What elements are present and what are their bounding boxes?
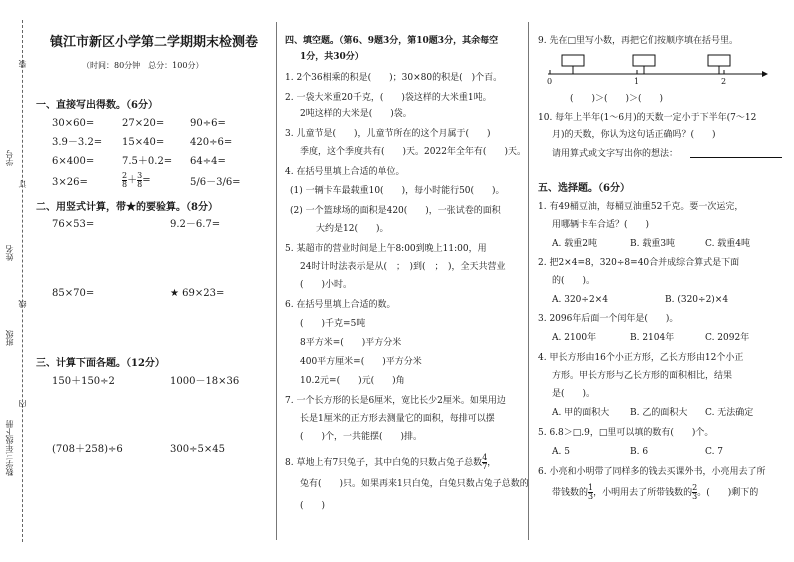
section-4-title-cont: 1分，共30分） (300, 52, 364, 62)
margin-label-class: 班级 (5, 330, 14, 346)
choice-q5-opt-b: B. 6 (630, 447, 649, 457)
fill-q4-1: (1) 一辆卡车最载重10( )，每小时能行50( )。 (290, 186, 505, 196)
choice-q5-opt-a: A. 5 (552, 447, 570, 457)
fill-q2: 2. 一袋大米重20千克，( )袋这样的大米重1吨。 (285, 93, 492, 103)
fill-q6-d: 10.2元=( )元( )角 (300, 376, 405, 386)
fill-q3: 3. 儿童节是( )，儿童节所在的这个月属于( ) (285, 129, 491, 139)
fill-q10-cont: 月)的天数，你认为这句话正确吗？( ) (552, 130, 716, 140)
section-2-title: 二、用竖式计算，带★的要验算。（8分） (36, 202, 218, 213)
choice-q4-opt-a: A. 甲的面积大 (552, 408, 610, 418)
choice-q2-opt-a: A. 320÷2×4 (552, 295, 608, 305)
s1-item: 27×20= (122, 118, 165, 129)
choice-q6-cont: 带钱数的 $\frac{1}{3}$ ，小明用去了所带钱数的 $\frac{2}{3}$ 。( )剩下的 (552, 483, 759, 501)
choice-q3-opt-b: B. 2104年 (630, 333, 675, 343)
fill-q8-blank: ( ) (300, 501, 326, 511)
fill-q10: 10. 每年上半年(1～6月)的天数一定小于下半年(7～12 (538, 113, 757, 123)
section-4-title: 四、填空题。（第6、9题3分，第10题3分，其余每空 (285, 36, 499, 46)
fill-q6-a: ( )千克=5吨 (300, 319, 366, 329)
choice-q4-cont2: 是( )。 (552, 389, 596, 399)
s1-item: 64÷4= (190, 156, 226, 167)
fill-q5: 5. 某超市的营业时间是上午8:00到晚上11:00，用 (285, 244, 487, 254)
fill-q8-cont: 兔有( )只。如果再来1只白兔，白兔只数占兔子总数的 (300, 479, 529, 489)
s1-item: 90÷6= (190, 118, 226, 129)
s1-item: 6×400= (52, 156, 95, 167)
fill-q9-order: ( )＞( )＞( ) (570, 94, 664, 104)
fill-q3-cont: 季度，这个季度共有( )天。2022年全年有( )天。 (300, 147, 526, 157)
margin-seal-char: 线 (18, 300, 27, 308)
choice-q2: 2. 把2×4=8，320÷8=40合并成综合算式是下面 (538, 258, 740, 268)
choice-q5: 5. 6.8＞□.9，□里可以填的数有( )个。 (538, 428, 714, 438)
s1-item: 420÷6= (190, 137, 233, 148)
fill-q7-cont2: ( )个，一共能摆( )排。 (300, 432, 423, 442)
s1-item: 15×40= (122, 137, 165, 148)
s1-item: 5/6－3/6= (190, 177, 241, 188)
section-5-title: 五、选择题。（6分） (538, 183, 630, 194)
s1-item: 7.5＋0.2= (122, 156, 173, 167)
s3-item: (708＋258)÷6 (52, 444, 123, 455)
section-1-title: 一、直接写出得数。（6分） (36, 100, 158, 111)
margin-label-student-id: 学号 (5, 150, 14, 166)
fill-q7: 7. 一个长方形的长是6厘米，宽比长少2厘米。如果用边 (285, 396, 506, 406)
choice-q4-opt-b: B. 乙的面积大 (630, 408, 688, 418)
margin-seal-char: 内 (18, 400, 27, 408)
s2-item: ★ 69×23= (170, 288, 225, 299)
fill-q6-c: 400平方厘米=( )平方分米 (300, 357, 422, 367)
choice-q6: 6. 小亮和小明带了同样多的钱去买课外书，小亮用去了所 (538, 467, 766, 477)
answer-line (690, 157, 782, 158)
s3-item: 1000－18×36 (170, 376, 240, 387)
choice-q1-opt-c: C. 载重4吨 (705, 239, 751, 249)
fill-q4: 4. 在括号里填上合适的单位。 (285, 167, 405, 177)
margin-seal-char: 装 (18, 60, 27, 68)
fill-q5-cont: 24时计时法表示是从( ； )到( ； )，全天共营业 (300, 262, 506, 272)
exam-title: 镇江市新区小学第二学期期末检测卷 (50, 35, 259, 50)
s2-item: 9.2－6.7= (170, 219, 221, 230)
margin-label-subject: 数学三年级下册 (5, 420, 14, 476)
s2-item: 85×70= (52, 288, 95, 299)
choice-q1: 1. 有49桶豆油，每桶豆油重52千克。要一次运完， (538, 202, 744, 212)
column-divider (528, 22, 529, 540)
s1-item: 3.9－3.2= (52, 137, 103, 148)
choice-q1-opt-a: A. 载重2吨 (552, 239, 597, 249)
choice-q3-opt-c: C. 2092年 (705, 333, 750, 343)
number-line-tick-0: 0 (547, 77, 553, 86)
binding-dashed-line (22, 20, 23, 542)
exam-subtitle: （时间：80分钟 总分：100分） (82, 61, 204, 70)
s2-item: 76×53= (52, 219, 95, 230)
fill-q1: 1. 2个36相乘的积是( )；30×80的积是( )个百。 (285, 73, 503, 83)
s1-item: 30×60= (52, 118, 95, 129)
fill-q2-cont: 2吨这样的大米是( )袋。 (300, 109, 412, 119)
fill-q9: 9. 先在□里写小数，再把它们按顺序填在括号里。 (538, 36, 738, 46)
fill-q7-cont: 长是1厘米的正方形去测量它的面积，每排可以摆 (300, 414, 495, 424)
fill-q4-2: (2) 一个篮球场的面积是420( )，一张试卷的面积 (290, 206, 501, 216)
choice-q2-opt-b: B. (320÷2)×4 (665, 295, 729, 305)
choice-q1-cont: 用哪辆卡车合适？( ) (552, 220, 650, 230)
s3-item: 300÷5×45 (170, 444, 225, 455)
number-line-tick-1: 1 (634, 77, 640, 86)
binding-margin (0, 0, 30, 562)
choice-q4: 4. 甲长方形由16个小正方形，乙长方形由12个小正 (538, 353, 744, 363)
s1-fraction-item: $\frac{2}{8}$ ＋ $\frac{3}{8}$ = (122, 171, 151, 189)
fill-q10-prompt: 请用算式或文字写出你的想法： (552, 149, 679, 159)
section-3-title: 三、计算下面各题。（12分） (36, 358, 165, 369)
fill-q8: 8. 草地上有7只兔子，其中白兔的只数占兔子总数 $\frac{4}{7}$ ， (285, 453, 497, 471)
choice-q5-opt-c: C. 7 (705, 447, 724, 457)
margin-label-name: 姓名 (5, 245, 14, 261)
number-line-tick-2: 2 (721, 77, 727, 86)
margin-seal-char: 订 (18, 180, 27, 188)
fill-q5-cont2: ( )小时。 (300, 280, 353, 290)
s1-item: 3×26= (52, 177, 88, 188)
choice-q4-opt-c: C. 无法确定 (705, 408, 754, 418)
choice-q2-cont: 的( )。 (552, 276, 596, 286)
choice-q3-opt-a: A. 2100年 (552, 333, 597, 343)
number-line (540, 52, 770, 84)
fill-q4-2-cont: 大约是12( )。 (316, 224, 389, 234)
choice-q3: 3. 2096年后面一个闰年是( )。 (538, 314, 679, 324)
column-divider (276, 22, 277, 540)
fill-q6: 6. 在括号里填上合适的数。 (285, 300, 396, 310)
fill-q6-b: 8平方米=( )平方分米 (300, 338, 402, 348)
choice-q4-cont: 方形。甲长方形与乙长方形的面积相比，结果 (552, 371, 733, 381)
choice-q1-opt-b: B. 载重3吨 (630, 239, 676, 249)
s3-item: 150＋150÷2 (52, 376, 115, 387)
